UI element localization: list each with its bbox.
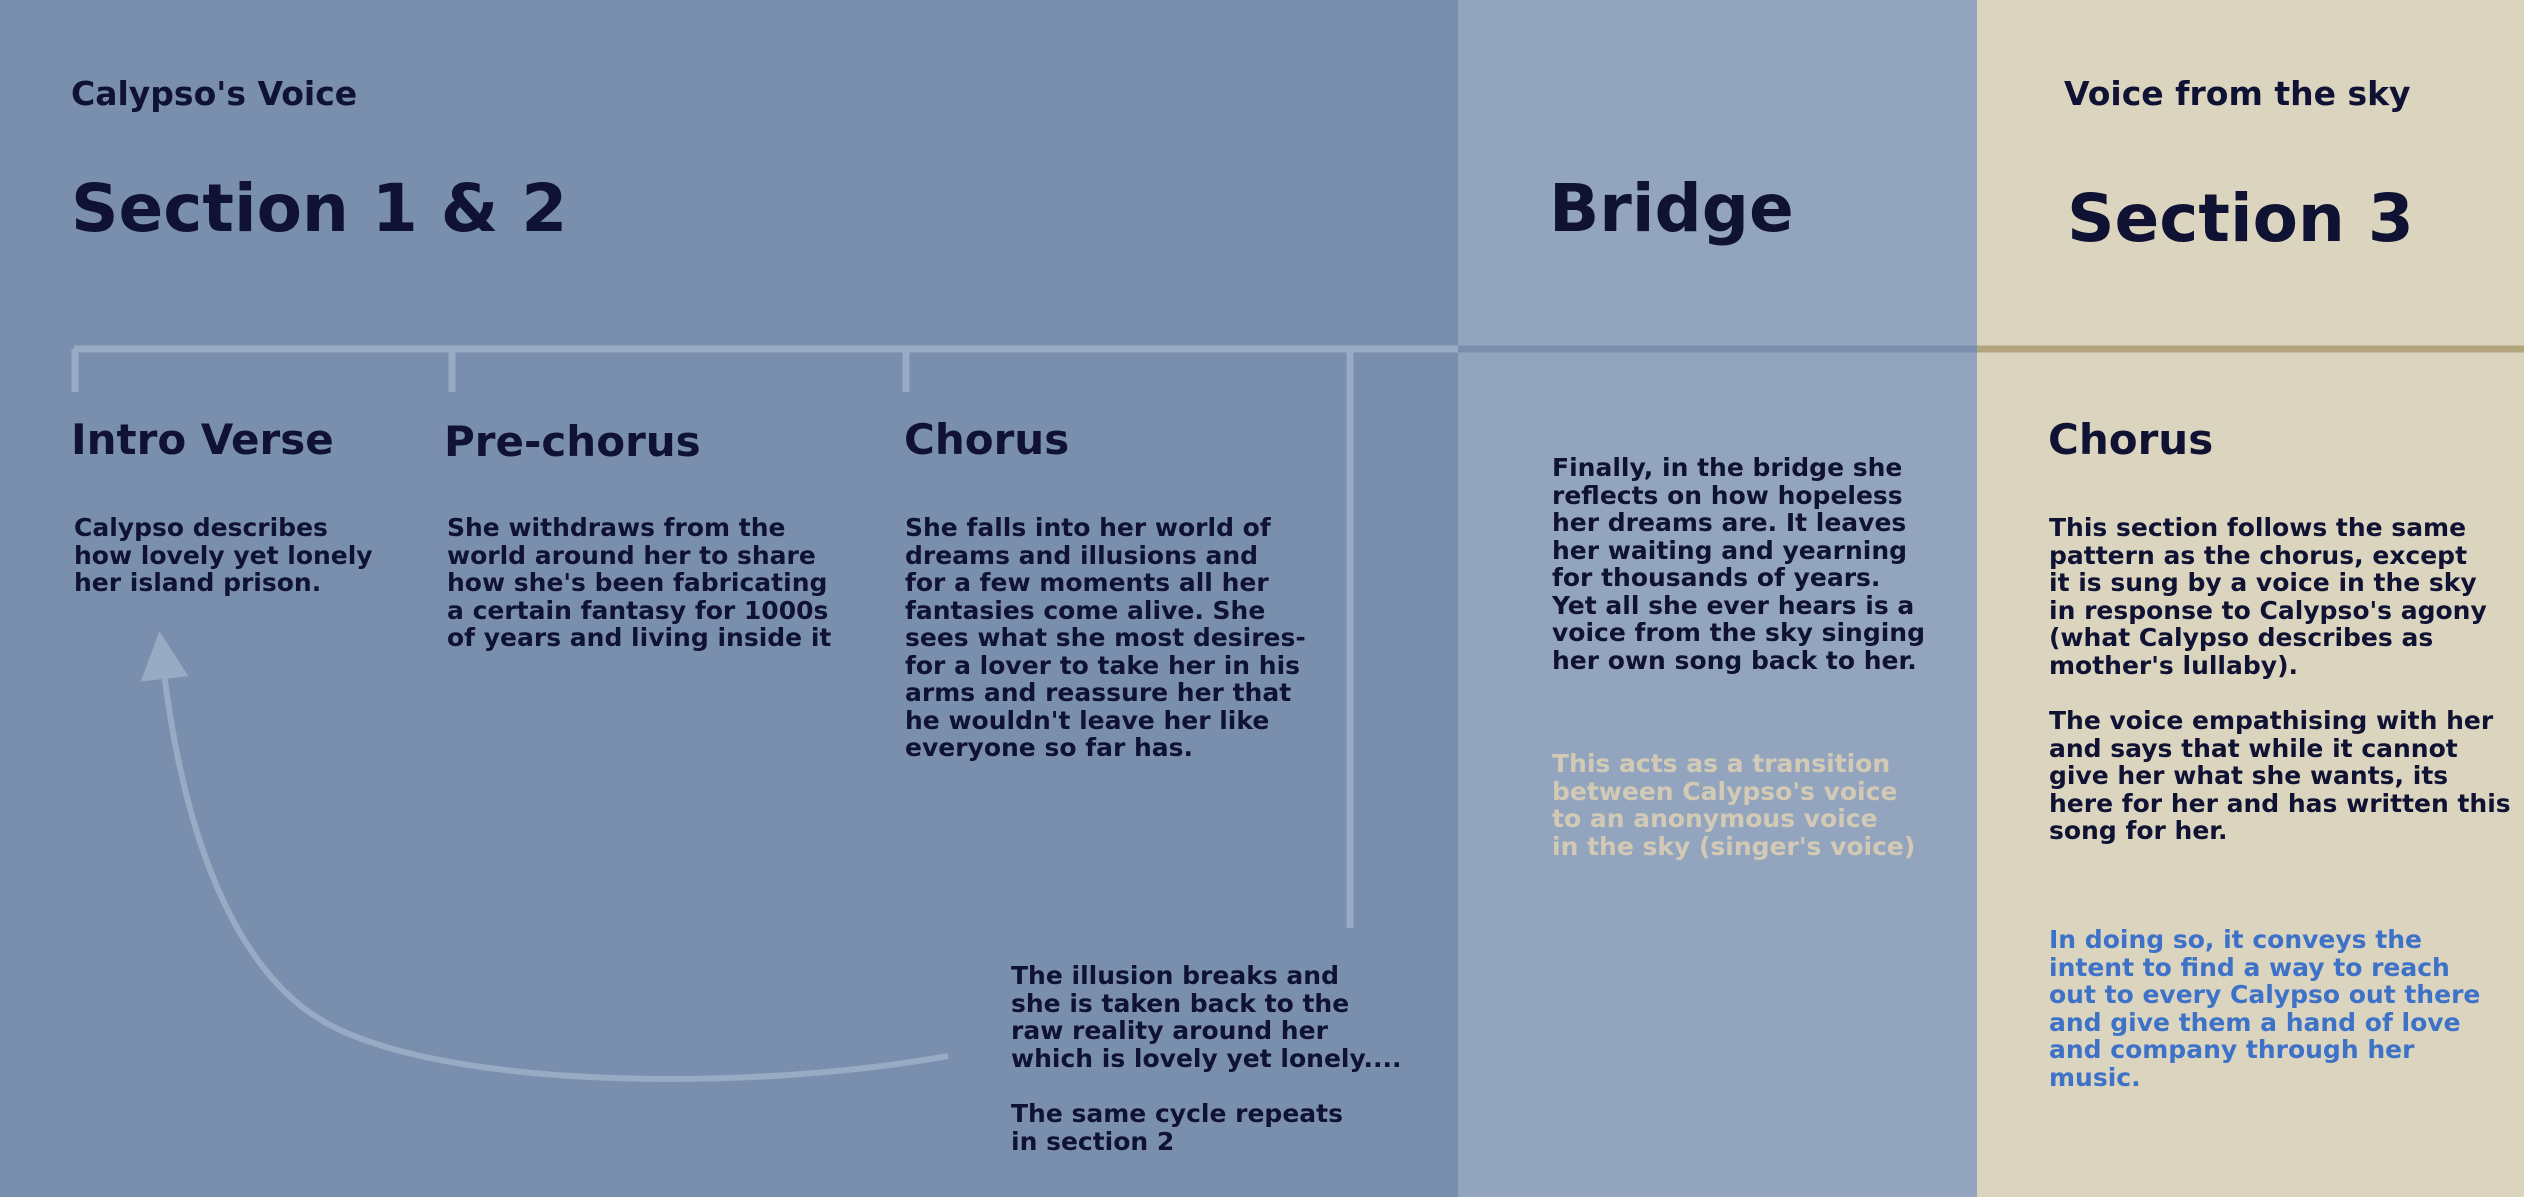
section-3-title: Section 3 [2067, 180, 2414, 257]
pre-chorus-text: She withdraws from the world around her to share how she's been fabricating a certain fantasy for 1000s of years and living inside it [447, 513, 832, 652]
section-3-text-1: This section follows the same pattern as the chorus, except it is sung by a voice in the sky in response to Calypso's agony (what Calypso describes as mother's lullaby). [2049, 513, 2487, 680]
intro-verse-text: Calypso describes how lovely yet lonely her island prison. [74, 513, 373, 597]
intent-note: In doing so, it conveys the intent to find a way to reach out to every Calypso out there and give them a hand of love and company through her music. [2049, 925, 2481, 1092]
pre-chorus-title: Pre-chorus [444, 417, 701, 466]
transition-note: This acts as a transition between Calypso's voice to an anonymous voice in the sky (singer's voice) [1552, 749, 1916, 861]
voice-label-sky: Voice from the sky [2064, 74, 2411, 113]
loop-note: The illusion breaks and she is taken back to the raw reality around her which is lovely yet lonely.... [1011, 961, 1402, 1073]
bridge-title: Bridge [1549, 170, 1794, 247]
section-3-text-2: The voice empathising with her and says that while it cannot give her what she wants, its here for her and has written this song for her. [2049, 706, 2511, 845]
section-3-chorus-title: Chorus [2048, 415, 2214, 464]
bridge-text: Finally, in the bridge she reflects on how hopeless her dreams are. It leaves her waiting and yearning for thousands of years. Yet all she ever hears is a voice from the sky singing her own song back to her. [1552, 453, 1925, 675]
repeat-note: The same cycle repeats in section 2 [1011, 1099, 1343, 1156]
intro-verse-title: Intro Verse [71, 415, 334, 464]
chorus-text: She falls into her world of dreams and illusions and for a few moments all her fantasies come alive. She sees what she most desires- for a lover to take her in his arms and reassure her that he wouldn't leave her like everyone so far has. [905, 513, 1306, 762]
voice-label-calypso: Calypso's Voice [71, 74, 358, 113]
section-1-2-title: Section 1 & 2 [71, 170, 568, 247]
loop-back-arrow [162, 655, 948, 1079]
chorus-title: Chorus [904, 415, 1070, 464]
